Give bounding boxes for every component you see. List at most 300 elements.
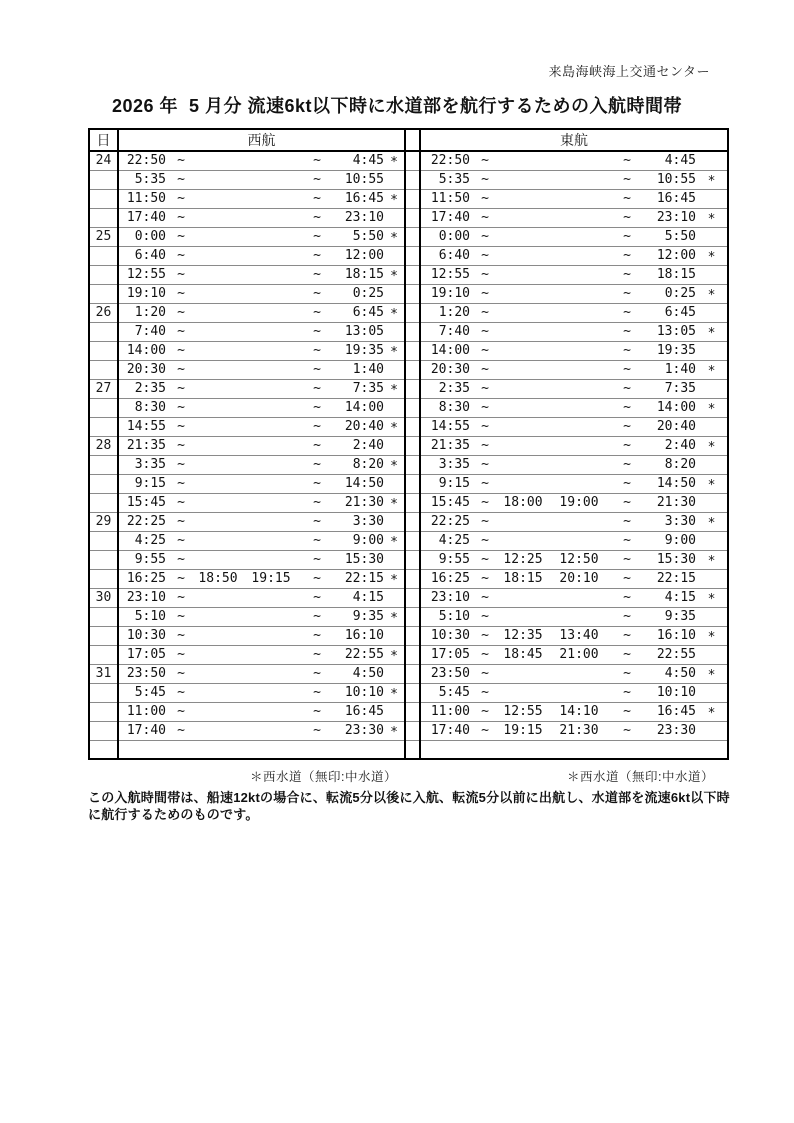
west-tilde-cell: ~ [166,322,196,341]
gap-cell [405,550,420,569]
east-mid1-cell [500,683,546,702]
gap-cell [405,569,420,588]
east-mid2-cell [546,227,612,246]
east-mid1-cell [500,341,546,360]
west-tilde-cell: ~ [302,341,332,360]
west-end-cell: 15:30 [332,550,384,569]
west-mid2-cell [240,170,302,189]
day-cell [89,417,118,436]
west-mid2-cell [240,151,302,170]
west-tilde-cell: ~ [166,569,196,588]
east-tilde-cell: ~ [470,683,500,702]
west-mid1-cell [196,721,240,740]
day-cell [89,208,118,227]
west-mid1-cell [196,664,240,683]
west-tilde-cell: ~ [302,189,332,208]
table-row [89,246,728,265]
west-start-cell: 9:15 [118,474,166,493]
east-mid1-cell [500,436,546,455]
west-mid1-cell [196,265,240,284]
day-cell [89,265,118,284]
west-mid2-cell [240,474,302,493]
west-mid2-cell [240,683,302,702]
west-mid1-cell [196,284,240,303]
east-start-cell: 15:45 [420,493,470,512]
west-tilde-cell: ~ [302,455,332,474]
west-tilde-cell: ~ [302,265,332,284]
west-star-cell [384,474,405,493]
east-star-cell [696,151,728,170]
day-cell [89,531,118,550]
east-tilde-cell [612,740,642,759]
west-end-cell: 0:25 [332,284,384,303]
gap-cell [405,721,420,740]
east-mid2-cell [546,474,612,493]
gap-cell [405,664,420,683]
east-mid1-cell [500,512,546,531]
east-mid2-cell [546,455,612,474]
east-mid1-cell [500,189,546,208]
gap-cell [405,417,420,436]
east-mid1-cell: 12:35 [500,626,546,645]
east-tilde-cell: ~ [470,569,500,588]
east-mid1-cell: 19:15 [500,721,546,740]
east-mid1-cell [500,151,546,170]
table-row [89,493,728,512]
west-star-cell [384,322,405,341]
west-start-cell: 17:05 [118,645,166,664]
east-start-cell: 0:00 [420,227,470,246]
gap-cell [405,284,420,303]
west-end-cell: 10:10 [332,683,384,702]
east-mid2-cell [546,683,612,702]
west-start-cell: 2:35 [118,379,166,398]
table-row [89,227,728,246]
day-cell: 25 [89,227,118,246]
west-star-cell [384,436,405,455]
west-mid2-cell [240,512,302,531]
day-cell: 29 [89,512,118,531]
east-tilde-cell: ~ [470,246,500,265]
west-mid2-cell [240,550,302,569]
east-start-cell: 5:35 [420,170,470,189]
east-start-cell: 3:35 [420,455,470,474]
east-tilde-cell: ~ [470,303,500,322]
west-start-cell: 14:00 [118,341,166,360]
east-tilde-cell: ~ [470,455,500,474]
west-end-cell: 16:45 [332,189,384,208]
east-star-cell [696,189,728,208]
west-start-cell: 15:45 [118,493,166,512]
west-tilde-cell: ~ [302,626,332,645]
west-mid1-cell [196,550,240,569]
east-star-cell: * [696,512,728,531]
east-mid2-cell: 14:10 [546,702,612,721]
east-tilde-cell: ~ [612,379,642,398]
east-end-cell: 22:15 [642,569,696,588]
east-tilde-cell: ~ [612,550,642,569]
west-star-cell [384,702,405,721]
west-tilde-cell: ~ [302,417,332,436]
west-star-cell: * [384,227,405,246]
east-end-cell: 23:10 [642,208,696,227]
east-start-cell: 9:15 [420,474,470,493]
east-start-cell: 17:40 [420,208,470,227]
day-cell [89,474,118,493]
west-start-cell: 9:55 [118,550,166,569]
west-star-cell [384,284,405,303]
west-mid1-cell [196,360,240,379]
west-tilde-cell: ~ [302,284,332,303]
west-mid1-cell [196,512,240,531]
west-mid2-cell [240,189,302,208]
east-tilde-cell: ~ [612,436,642,455]
west-end-cell: 4:15 [332,588,384,607]
east-end-cell: 16:45 [642,189,696,208]
east-tilde-cell: ~ [470,151,500,170]
west-mid1-cell [196,607,240,626]
east-start-cell: 10:30 [420,626,470,645]
west-mid2-cell [240,740,302,759]
west-star-cell [384,626,405,645]
west-mid1-cell [196,398,240,417]
day-cell [89,398,118,417]
west-mid1-cell [196,645,240,664]
west-tilde-cell: ~ [166,550,196,569]
west-star-cell: * [384,493,405,512]
east-end-cell: 4:45 [642,151,696,170]
east-start-cell: 22:50 [420,151,470,170]
east-tilde-cell: ~ [470,227,500,246]
east-end-cell: 18:15 [642,265,696,284]
east-tilde-cell: ~ [612,569,642,588]
west-tilde-cell: ~ [166,702,196,721]
west-star-cell [384,170,405,189]
east-tilde-cell: ~ [470,379,500,398]
east-mid1-cell [500,322,546,341]
east-tilde-cell: ~ [612,645,642,664]
day-cell [89,645,118,664]
west-end-cell: 12:00 [332,246,384,265]
west-star-cell [384,740,405,759]
east-star-cell: * [696,588,728,607]
east-star-cell: * [696,246,728,265]
table-row [89,322,728,341]
west-start-cell: 17:40 [118,208,166,227]
east-mid1-cell [500,417,546,436]
east-end-cell: 10:10 [642,683,696,702]
gap-cell [405,683,420,702]
east-mid1-cell [500,379,546,398]
table-row [89,569,728,588]
west-mid1-cell [196,170,240,189]
west-star-cell: * [384,683,405,702]
west-start-cell: 11:50 [118,189,166,208]
west-mid2-cell: 19:15 [240,569,302,588]
west-mid2-cell [240,607,302,626]
east-mid2-cell [546,322,612,341]
table-row [89,550,728,569]
east-star-cell [696,569,728,588]
table-row [89,417,728,436]
west-start-cell [118,740,166,759]
east-start-cell: 1:20 [420,303,470,322]
east-end-cell: 1:40 [642,360,696,379]
west-start-cell: 3:35 [118,455,166,474]
west-mid1-cell [196,303,240,322]
table-row [89,455,728,474]
west-tilde-cell: ~ [166,246,196,265]
west-end-cell: 23:30 [332,721,384,740]
west-end-cell: 14:00 [332,398,384,417]
west-start-cell: 10:30 [118,626,166,645]
west-tilde-cell: ~ [302,569,332,588]
east-mid1-cell [500,303,546,322]
east-star-cell [696,493,728,512]
east-mid1-cell: 12:25 [500,550,546,569]
west-tilde-cell: ~ [302,474,332,493]
west-end-cell: 5:50 [332,227,384,246]
west-end-cell: 16:10 [332,626,384,645]
col-header-day: 日 [89,129,118,151]
table-row [89,702,728,721]
west-start-cell: 5:45 [118,683,166,702]
east-tilde-cell: ~ [612,455,642,474]
east-tilde-cell: ~ [470,284,500,303]
table-row [89,208,728,227]
west-mid2-cell [240,265,302,284]
west-end-cell: 14:50 [332,474,384,493]
west-star-cell [384,664,405,683]
east-tilde-cell: ~ [612,189,642,208]
east-start-cell: 23:10 [420,588,470,607]
east-star-cell: * [696,626,728,645]
footnote-east: ＊西水道（無印:中水道） [567,770,714,784]
west-mid1-cell [196,246,240,265]
west-mid1-cell [196,341,240,360]
east-mid2-cell [546,588,612,607]
west-tilde-cell: ~ [166,455,196,474]
east-mid1-cell [500,398,546,417]
east-tilde-cell: ~ [470,588,500,607]
gap-cell [405,455,420,474]
day-cell [89,341,118,360]
west-star-cell: * [384,303,405,322]
east-tilde-cell: ~ [612,721,642,740]
west-tilde-cell: ~ [302,208,332,227]
west-star-cell: * [384,151,405,170]
east-mid2-cell [546,531,612,550]
east-mid2-cell [546,417,612,436]
east-mid2-cell: 21:30 [546,721,612,740]
west-tilde-cell: ~ [302,664,332,683]
west-end-cell: 23:10 [332,208,384,227]
west-start-cell: 1:20 [118,303,166,322]
west-star-cell: * [384,189,405,208]
table-row [89,512,728,531]
west-tilde-cell: ~ [166,417,196,436]
west-start-cell: 20:30 [118,360,166,379]
day-cell [89,493,118,512]
east-end-cell: 14:00 [642,398,696,417]
west-start-cell: 22:25 [118,512,166,531]
day-cell [89,189,118,208]
east-start-cell: 2:35 [420,379,470,398]
east-end-cell: 20:40 [642,417,696,436]
east-tilde-cell: ~ [612,683,642,702]
day-cell: 30 [89,588,118,607]
east-mid2-cell [546,360,612,379]
east-tilde-cell [470,740,500,759]
east-end-cell: 14:50 [642,474,696,493]
east-end-cell: 4:15 [642,588,696,607]
east-tilde-cell: ~ [612,664,642,683]
table-row [89,303,728,322]
day-cell: 26 [89,303,118,322]
west-mid2-cell [240,588,302,607]
gap-cell [405,341,420,360]
east-end-cell: 3:30 [642,512,696,531]
east-tilde-cell: ~ [612,702,642,721]
east-start-cell: 12:55 [420,265,470,284]
west-mid1-cell [196,683,240,702]
west-mid1-cell [196,493,240,512]
west-end-cell: 1:40 [332,360,384,379]
east-end-cell: 8:20 [642,455,696,474]
east-end-cell: 21:30 [642,493,696,512]
west-tilde-cell: ~ [166,607,196,626]
west-tilde-cell: ~ [166,398,196,417]
west-mid1-cell [196,455,240,474]
west-mid1-cell [196,208,240,227]
west-tilde-cell: ~ [166,360,196,379]
day-cell [89,455,118,474]
west-tilde-cell: ~ [166,151,196,170]
east-mid2-cell [546,265,612,284]
day-cell [89,683,118,702]
table-row [89,436,728,455]
east-mid1-cell [500,455,546,474]
west-tilde-cell: ~ [302,303,332,322]
east-end-cell: 19:35 [642,341,696,360]
east-mid2-cell: 20:10 [546,569,612,588]
table-row [89,360,728,379]
east-end-cell: 16:10 [642,626,696,645]
west-tilde-cell: ~ [166,512,196,531]
footnote-west: ＊西水道（無印:中水道） [250,770,397,784]
west-mid1-cell [196,227,240,246]
day-cell [89,702,118,721]
west-mid1-cell [196,379,240,398]
west-end-cell: 7:35 [332,379,384,398]
east-mid2-cell [546,607,612,626]
east-mid2-cell [546,740,612,759]
table-row [89,284,728,303]
west-mid1-cell [196,531,240,550]
west-mid2-cell [240,493,302,512]
west-mid1-cell [196,436,240,455]
day-cell: 24 [89,151,118,170]
east-tilde-cell: ~ [612,265,642,284]
west-star-cell: * [384,721,405,740]
east-tilde-cell: ~ [612,341,642,360]
east-star-cell: * [696,284,728,303]
west-end-cell: 22:15 [332,569,384,588]
table-row [89,151,728,170]
west-star-cell: * [384,455,405,474]
west-end-cell: 19:35 [332,341,384,360]
east-tilde-cell: ~ [470,512,500,531]
west-mid1-cell [196,588,240,607]
east-mid1-cell [500,265,546,284]
west-start-cell: 23:50 [118,664,166,683]
east-start-cell [420,740,470,759]
west-tilde-cell: ~ [302,588,332,607]
west-tilde-cell: ~ [302,683,332,702]
west-end-cell: 18:15 [332,265,384,284]
west-end-cell [332,740,384,759]
west-mid1-cell [196,322,240,341]
west-star-cell [384,208,405,227]
west-mid2-cell [240,721,302,740]
west-tilde-cell: ~ [302,493,332,512]
east-tilde-cell: ~ [612,227,642,246]
east-end-cell: 5:50 [642,227,696,246]
east-mid1-cell [500,607,546,626]
east-mid2-cell [546,664,612,683]
east-mid2-cell [546,208,612,227]
west-tilde-cell: ~ [166,588,196,607]
west-end-cell: 16:45 [332,702,384,721]
east-mid2-cell [546,303,612,322]
west-mid1-cell: 18:50 [196,569,240,588]
east-tilde-cell: ~ [612,531,642,550]
west-mid2-cell [240,208,302,227]
east-tilde-cell: ~ [612,474,642,493]
east-tilde-cell: ~ [612,398,642,417]
west-end-cell: 4:45 [332,151,384,170]
east-end-cell: 13:05 [642,322,696,341]
east-mid1-cell [500,227,546,246]
east-end-cell: 4:50 [642,664,696,683]
east-mid1-cell [500,531,546,550]
west-tilde-cell: ~ [302,645,332,664]
west-tilde-cell: ~ [302,151,332,170]
table-row [89,379,728,398]
table-row [89,474,728,493]
west-start-cell: 6:40 [118,246,166,265]
west-start-cell: 5:10 [118,607,166,626]
west-star-cell: * [384,265,405,284]
east-tilde-cell: ~ [470,208,500,227]
table-row [89,721,728,740]
east-end-cell: 2:40 [642,436,696,455]
west-start-cell: 4:25 [118,531,166,550]
east-mid1-cell [500,284,546,303]
gap-cell [405,303,420,322]
east-tilde-cell: ~ [612,493,642,512]
east-tilde-cell: ~ [612,151,642,170]
east-tilde-cell: ~ [470,189,500,208]
east-tilde-cell: ~ [470,265,500,284]
west-tilde-cell: ~ [166,341,196,360]
west-start-cell: 5:35 [118,170,166,189]
west-tilde-cell: ~ [166,170,196,189]
west-tilde-cell: ~ [302,721,332,740]
east-start-cell: 8:30 [420,398,470,417]
east-tilde-cell: ~ [612,284,642,303]
east-mid2-cell: 19:00 [546,493,612,512]
